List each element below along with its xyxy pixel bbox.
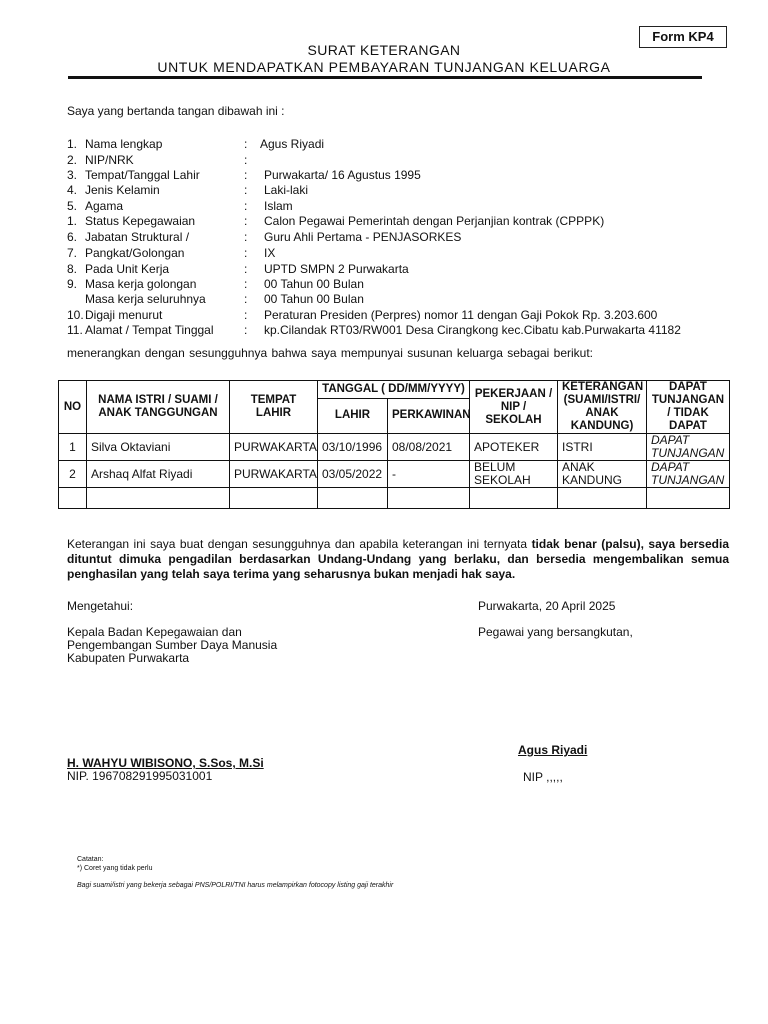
cell-birth: 03/05/2022 [318,461,388,488]
right-signer-name: Agus Riyadi [518,743,588,757]
document-subtitle: UNTUK MENDAPATKAN PEMBAYARAN TUNJANGAN KELUARGA [157,59,611,75]
field-label: Digaji menurut [85,308,163,322]
field-value: 00 Tahun 00 Bulan [264,292,364,306]
field-value: kp.Cilandak RT03/RW001 Desa Cirangkong kec.Cibatu kab.Purwakarta 41182 [264,323,681,337]
field-label: Nama lengkap [85,137,163,151]
field-label: Jenis Kelamin [85,183,160,197]
closing-bold-text: tidak benar (palsu), saya bersedia dituntut dimuka pengadilan berdasarkan Undang-Undang yang berlaku, dan bersedia mengembalikan semua penghasilan yang telah saya terima yang seharusnya bukan menjadi hak saya. [67,537,729,581]
field-colon: : [244,323,248,337]
cell-job: BELUM SEKOLAH [470,461,558,488]
field-value: Purwakarta/ 16 Agustus 1995 [264,168,421,182]
header-date-group: TANGGAL ( DD/MM/YYYY) [318,381,470,399]
cell-name: Arshaq Alfat Riyadi [87,461,230,488]
header-job: PEKERJAAN / NIP / SEKOLAH [470,381,558,434]
field-number: 3. [67,168,78,182]
table-row [59,461,730,488]
table-row-empty [59,488,730,509]
notes-line2: Bagi suami/istri yang bekerja sebagai PNS/POLRI/TNI harus melampirkan fotocopy listing gaji terakhir [77,882,394,889]
notes-block [77,855,393,890]
field-colon: : [244,183,248,197]
field-colon: : [244,277,248,291]
header-allowance: DAPAT TUNJANGAN / TIDAK DAPAT [647,381,730,434]
intro-text: Saya yang bertanda tangan dibawah ini : [67,104,285,118]
statement-text: menerangkan dengan sesungguhnya bahwa saya mempunyai susunan keluarga sebagai berikut: [67,346,594,360]
cell-birth: 03/10/1996 [318,434,388,461]
cell-note: ISTRI [558,434,647,461]
header-birth: LAHIR [318,398,388,433]
cell-no: 2 [59,461,87,488]
field-value: Islam [264,199,293,213]
right-signer-nip: NIP ,,,,, [523,770,563,784]
field-label: Tempat/Tanggal Lahir [85,168,200,182]
field-colon: : [244,246,248,260]
field-colon: : [244,292,248,306]
field-label: Alamat / Tempat Tinggal [85,323,214,337]
cell-marriage: 08/08/2021 [388,434,470,461]
header-name: NAMA ISTRI / SUAMI / ANAK TANGGUNGAN [87,381,230,434]
family-table [58,380,730,509]
notes-heading: Catatan: [77,856,104,863]
field-value: Peraturan Presiden (Perpres) nomor 11 dengan Gaji Pokok Rp. 3.203.600 [264,308,658,322]
cell-allowance: DAPAT TUNJANGAN [647,461,730,488]
field-number: 7. [67,246,78,260]
right-sign-role: Pegawai yang bersangkutan, [478,625,633,639]
field-colon: : [244,308,248,322]
field-colon: : [244,214,248,228]
cell-birthplace: PURWAKARTA [230,434,318,461]
field-label: Pada Unit Kerja [85,262,170,276]
field-number: 8. [67,262,78,276]
field-colon: : [244,262,248,276]
field-value: IX [264,246,276,260]
left-sign-role-line3: Kabupaten Purwakarta [67,651,190,665]
field-label: Agama [85,199,124,213]
left-signer-nip: NIP. 196708291995031001 [67,769,213,783]
cell-job: APOTEKER [470,434,558,461]
field-number: 10. [67,308,84,322]
form-code-box: Form KP4 [639,26,727,48]
field-value: 00 Tahun 00 Bulan [264,277,364,291]
field-value: Guru Ahli Pertama - PENJASORKES [264,230,462,244]
document-title: SURAT KETERANGAN [307,42,461,58]
field-label: Jabatan Struktural / [85,230,190,244]
cell-note: ANAK KANDUNG [558,461,647,488]
field-value: Calon Pegawai Pemerintah dengan Perjanjian kontrak (CPPPK) [264,214,605,228]
field-colon: : [244,230,248,244]
field-label: NIP/NRK [85,153,134,167]
cell-marriage: - [388,461,470,488]
field-colon: : [244,153,248,167]
field-number: 4. [67,183,78,197]
field-number: 5. [67,199,78,213]
field-number: 9. [67,277,78,291]
field-colon: : [244,168,248,182]
left-signer-name: H. WAHYU WIBISONO, S.Sos, M.Si [67,756,264,770]
header-note: KETERANGAN (SUAMI/ISTRI/ ANAK KANDUNG) [558,381,647,434]
header-no: NO [59,381,87,434]
left-sign-role-line2: Pengembangan Sumber Daya Manusia [67,638,278,652]
field-number: 1. [67,214,78,228]
field-number: 11. [67,323,83,337]
closing-normal-text: Keterangan ini saya buat dengan sesungguhnya dan apabila keterangan ini ternyata [67,537,532,551]
header-marriage: PERKAWINAN [388,398,470,433]
field-number: 1. [67,137,78,151]
field-label: Masa kerja golongan [85,277,197,291]
right-sign-place-date: Purwakarta, 20 April 2025 [478,599,616,613]
cell-birthplace: PURWAKARTA [230,461,318,488]
closing-paragraph [67,537,729,582]
field-value: Laki-laki [264,183,309,197]
table-row [59,434,730,461]
cell-allowance: DAPAT TUNJANGAN [647,434,730,461]
notes-line1: *) Coret yang tidak perlu [77,865,153,872]
left-sign-role-line1: Kepala Badan Kepegawaian dan [67,625,242,639]
header-birthplace: TEMPAT LAHIR [230,381,318,434]
left-sign-know: Mengetahui: [67,599,134,613]
field-label: Pangkat/Golongan [85,246,185,260]
title-divider [68,76,702,79]
cell-name: Silva Oktaviani [87,434,230,461]
field-label: Status Kepegawaian [85,214,196,228]
field-colon: : [244,199,248,213]
field-value: Agus Riyadi [260,137,325,151]
field-number: 6. [67,230,78,244]
field-colon: : [244,137,248,151]
field-value: UPTD SMPN 2 Purwakarta [264,262,409,276]
field-label: Masa kerja seluruhnya [85,292,206,306]
cell-no: 1 [59,434,87,461]
field-number: 2. [67,153,78,167]
